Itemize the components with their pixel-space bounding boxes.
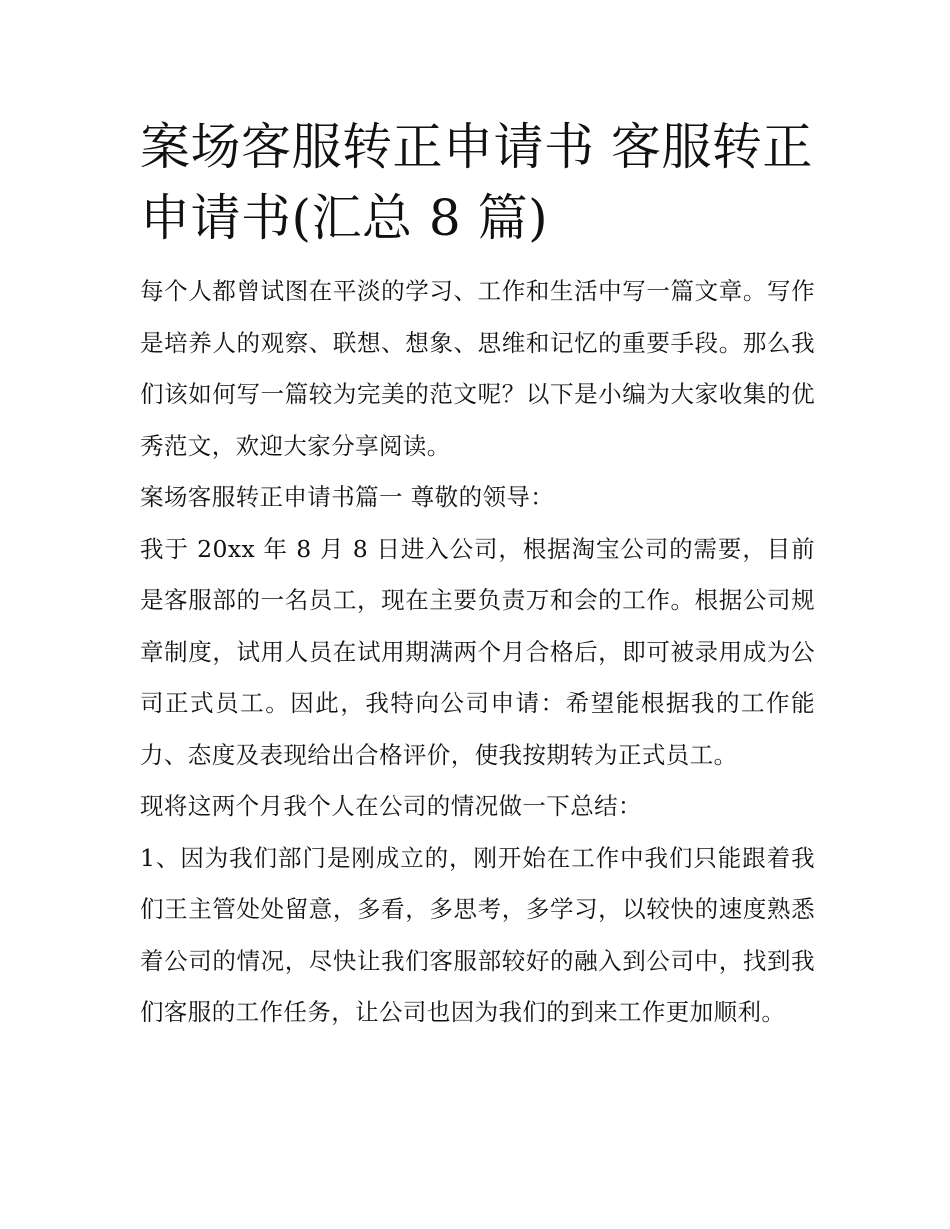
- paragraph-application: 我于 20xx 年 8 月 8 日进入公司，根据淘宝公司的需要，目前是客服部的一名员工，现在主要负责万和会的工作。根据公司规章制度，试用人员在试用期满两个月合格后，即可被录用成为公司正式员工。因此，我特向公司申请：希望能根据我的工作能力、态度及表现给出合格评价，使我按期转为正式员工。: [140, 534, 815, 769]
- paragraph-intro: 每个人都曾试图在平淡的学习、工作和生活中写一篇文章。写作是培养人的观察、联想、想象、思维和记忆的重要手段。那么我们该如何写一篇较为完美的范文呢？以下是小编为大家收集的优秀范文，欢迎大家分享阅读。: [140, 277, 815, 460]
- document-title: 案场客服转正申请书 客服转正申请书(汇总 8 篇): [140, 118, 813, 247]
- document-body: [140, 112, 815, 1039]
- paragraph-salutation: 案场客服转正申请书篇一 尊敬的领导：: [140, 483, 555, 511]
- paragraph-point-1: 1、因为我们部门是刚成立的，刚开始在工作中我们只能跟着我们王主管处处留意，多看，多思考，多学习，以较快的速度熟悉着公司的情况，尽快让我们客服部较好的融入到公司中，找到我们客服的工作任务，让公司也因为我们的到来工作更加顺利。: [140, 843, 815, 1026]
- paragraph-summary-intro: 现将这两个月我个人在公司的情况做一下总结：: [140, 792, 642, 820]
